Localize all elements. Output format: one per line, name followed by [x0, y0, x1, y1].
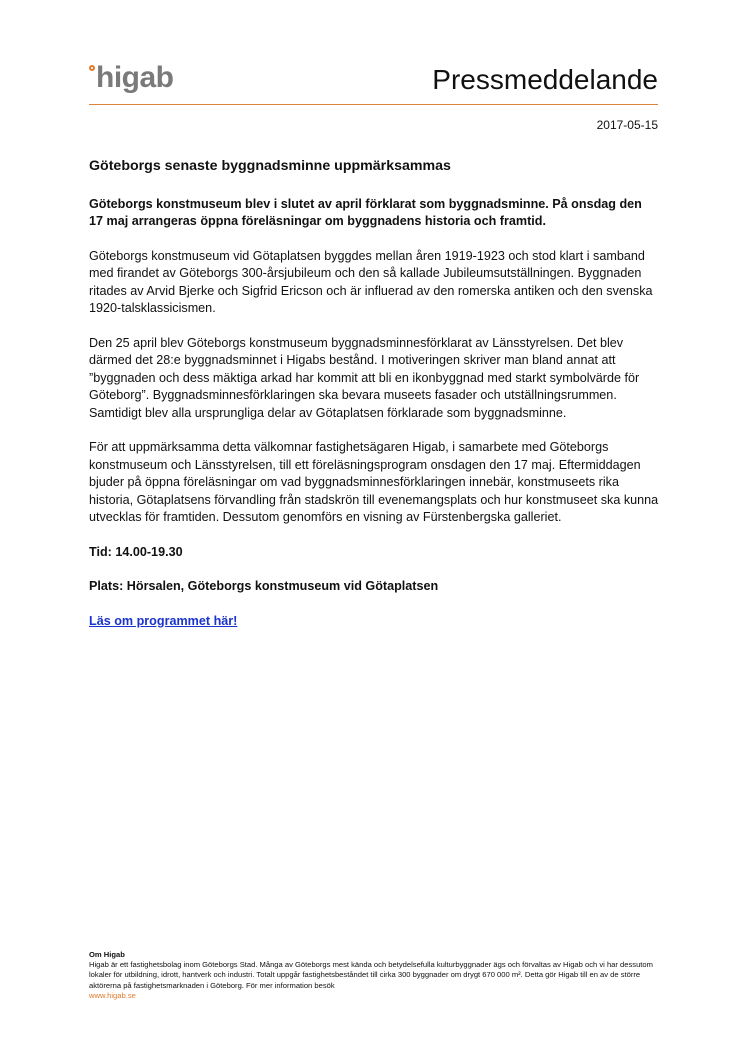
article-body	[89, 158, 659, 647]
paragraph-1: Göteborgs konstmuseum vid Götaplatsen byggdes mellan åren 1919-1923 och stod klart i samband med firandet av Göteborgs 300-årsjubileum och den så kallade Jubileumsutställningen. Byggnaden ritades av Arvid Bjerke och Sigfrid Ericson och är influerad av den romerska antiken och den svenska 1920-talsklassicismen.	[89, 248, 653, 315]
footer-title: Om Higab	[89, 950, 125, 959]
footer-text: Higab är ett fastighetsbolag inom Göteborgs Stad. Många av Göteborgs mest kända och betydelsefulla kulturbyggnader ägs och förvaltas av Higab och vi har dessutom lokaler för utbildning, idrott, hantverk och industri. Totalt uppgår fastighetsbeståndet till cirka 300 byggnader om drygt 670 000 m². Detta gör Higab till en av de större aktörerna på fastighetsmarknaden i Göteborg. För mer information besök	[89, 960, 653, 990]
event-time: Tid: 14.00-19.30	[89, 544, 183, 559]
paragraph-3: För att uppmärksamma detta välkomnar fastighetsägaren Higab, i samarbete med Göteborgs konstmuseum och Länsstyrelsen, till ett föreläsningsprogram onsdagen den 17 maj. Eftermiddagen bjuder på öppna föreläsningar om vad byggnadsminnesförklaringen innebär, konstmuseets rika historia, Götaplatsens förvandling från stadskrön till evenemangsplats och hur konstmuseet ska kunna utvecklas för framtiden. Dessutom genomförs en visning av Fürstenbergska galleriet.	[89, 440, 659, 524]
article-title: Göteborgs senaste byggnadsminne uppmärksammas	[89, 158, 451, 174]
document-type-title: Pressmeddelande	[432, 64, 658, 95]
footer-website-link[interactable]: www.higab.se	[89, 990, 136, 1000]
program-link[interactable]: Läs om programmet här!	[89, 613, 238, 628]
paragraph-2: Den 25 april blev Göteborgs konstmuseum byggnadsminnesförklarat av Länsstyrelsen. Det blev därmed det 28:e byggnadsminnet i Higabs bestånd. I motiveringen skriver man bland annat att ”byggnaden och dess mäktiga arkad har kommit att bli en ikonbyggnad med starkt symbolvärde för Göteborg”. Byggnadsminnesförklaringen ska bevara museets fasader och utställningsrummen. Samtidigt blev alla ursprungliga delar av Götaplatsen förklarade som byggnadsminne.	[89, 335, 640, 420]
publish-date: 2017-05-15	[596, 118, 658, 132]
document-header	[89, 60, 658, 105]
event-place: Plats: Hörsalen, Göteborgs konstmuseum vid Götaplatsen	[89, 579, 439, 593]
article-lead: Göteborgs konstmuseum blev i slutet av april förklarat som byggnadsminne. På onsdag den 17 maj arrangeras öppna föreläsningar om byggnadens historia och framtid.	[89, 196, 642, 228]
higab-logo	[89, 60, 174, 96]
logo-text: higab	[96, 61, 174, 94]
about-footer	[89, 950, 659, 1001]
logo-ring-icon	[89, 65, 95, 71]
